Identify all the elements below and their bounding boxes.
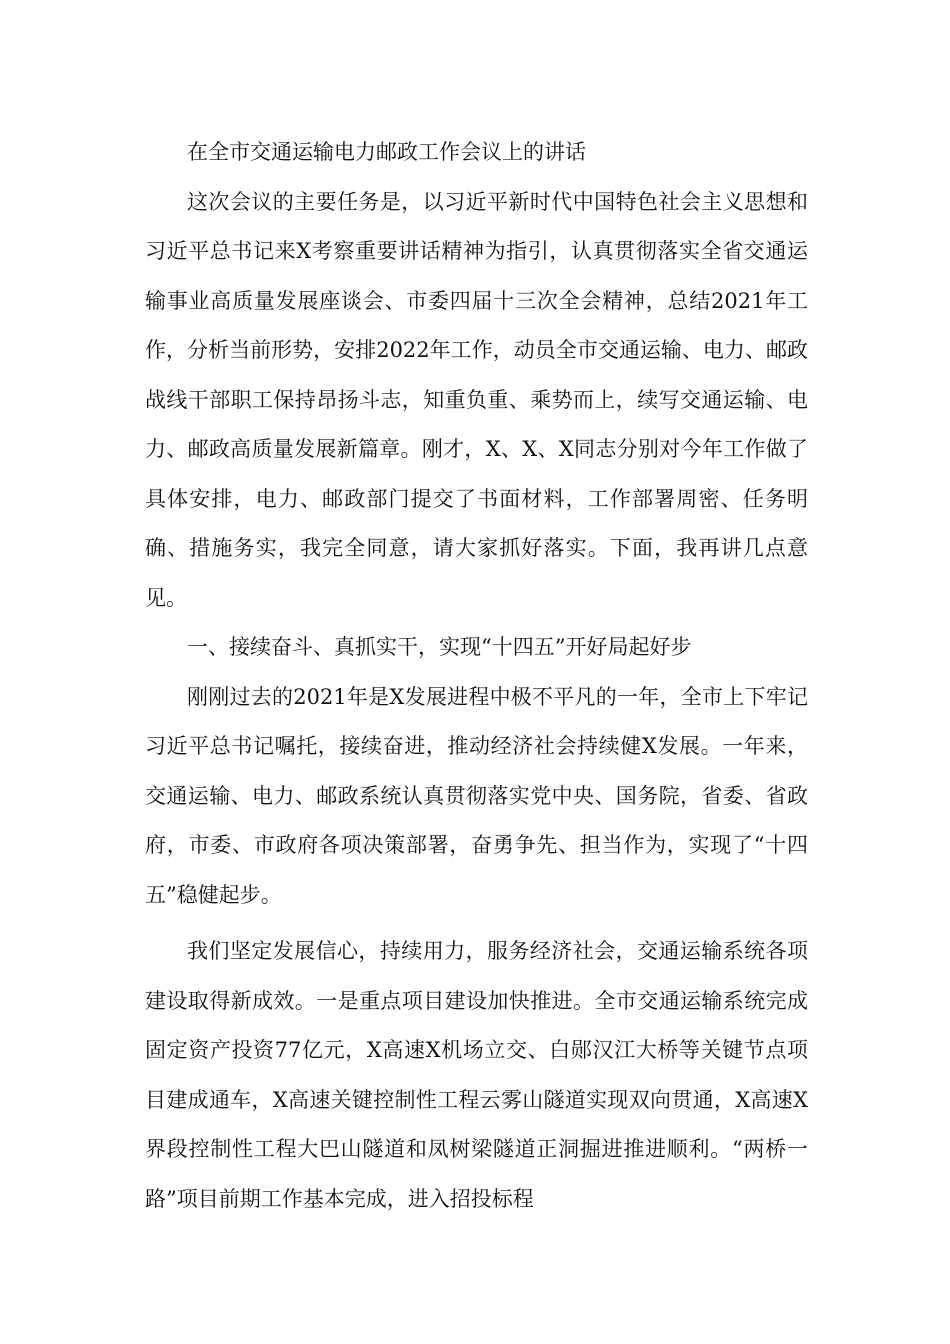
- document-title: 在全市交通运输电力邮政工作会议上的讲话: [187, 140, 586, 164]
- paragraph-gap: [145, 920, 808, 927]
- paragraph-transport-achievements: 我们坚定发展信心，持续用力，服务经济社会，交通运输系统各项建设取得新成效。一是重点项目建设加快推进。全市交通运输系统完成固定资产投资77亿元，X高速X机场立交、白郧汉江大桥等关键节点项目建成通车，X高速关键控制性工程云雾山隧道实现双向贯通，X高速X界段控制性工程大巴山隧道和凤树梁隧道正洞掘进推进顺利。“两桥一路”项目前期工作基本完成，进入招投标程: [145, 939, 808, 1211]
- document-body: [145, 128, 808, 1224]
- section-heading-1: 一、接续奋斗、真抓实干，实现“十四五”开好局起好步: [187, 635, 692, 659]
- paragraph-opening: 这次会议的主要任务是，以习近平新时代中国特色社会主义思想和习近平总书记来X考察重要讲话精神为指引，认真贯彻落实全省交通运输事业高质量发展座谈会、市委四届十三次全会精神，总结2021年工作，分析当前形势，安排2022年工作，动员全市交通运输、电力、邮政战线干部职工保持昂扬斗志，知重负重、乘势而上，续写交通运输、电力、邮政高质量发展新篇章。刚才，X、X、X同志分别对今年工作做了具体安排，电力、邮政部门提交了书面材料，工作部署周密、任务明确、措施务实，我完全同意，请大家抓好落实。下面，我再讲几点意见。: [145, 189, 808, 610]
- paragraph-review-2021: 刚刚过去的2021年是X发展进程中极不平凡的一年，全市上下牢记习近平总书记嘱托，接续奋进，推动经济社会持续健X发展。一年来，交通运输、电力、邮政系统认真贯彻落实党中央、国务院，省委、省政府，市委、市政府各项决策部署，奋勇争先、担当作为，实现了“十四五”稳健起步。: [145, 684, 808, 907]
